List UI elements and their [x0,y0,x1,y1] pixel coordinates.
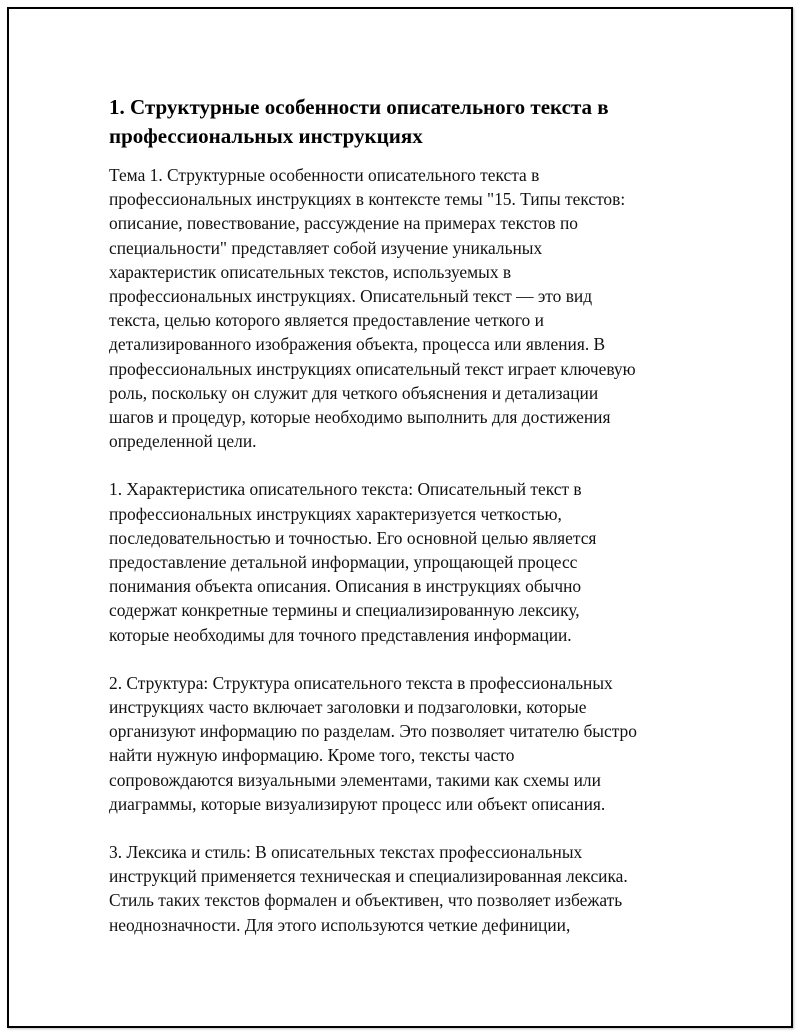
paragraph-intro: Тема 1. Структурные особенности описательного текста в профессиональных инструкциях в контексте темы "15. Типы текстов: описание, повествование, рассуждение на примерах текстов по специальности" представляет собой изучение уникальных характеристик описательных текстов, используемых в профессиональных инструкциях. Описательный текст — это вид текста, целью которого является предоставление четкого и детализированного изображения объекта, процесса или явления. В профессиональных инструкциях описательный текст играет ключевую роль, поскольку он служит для четкого объяснения и детализации шагов и процедур, которые необходимо выполнить для достижения определенной цели. [109,165,636,452]
paragraph-structure: 2. Структура: Структура описательного текста в профессиональных инструкциях часто включает заголовки и подзаголовки, которые организуют информацию по разделам. Это позволяет читателю быстро найти нужную информацию. Кроме того, тексты часто сопровождаются визуальными элементами, такими как схемы или диаграммы, которые визуализируют процесс или объект описания. [109,672,637,814]
document-title: 1. Структурные особенности описательного текста в профессиональных инструкциях [109,95,609,148]
paragraph-lexicon-style: 3. Лексика и стиль: В описательных текстах профессиональных инструкций применяется техническая и специализированная лексика. Стиль таких текстов формален и объективен, что позволяет избежать неоднозначности. Для этого используются четкие дефиниции, [109,842,628,935]
document-body [109,93,689,961]
paragraph-characteristics: 1. Характеристика описательного текста: Описательный текст в профессиональных инструкциях характеризуется четкостью, последовательностью и точностью. Его основной целью является предоставление детальной информации, упрощающей процесс понимания объекта описания. Описания в инструкциях обычно содержат конкретные термины и специализированную лексику, которые необходимы для точного представления информации. [109,479,597,645]
